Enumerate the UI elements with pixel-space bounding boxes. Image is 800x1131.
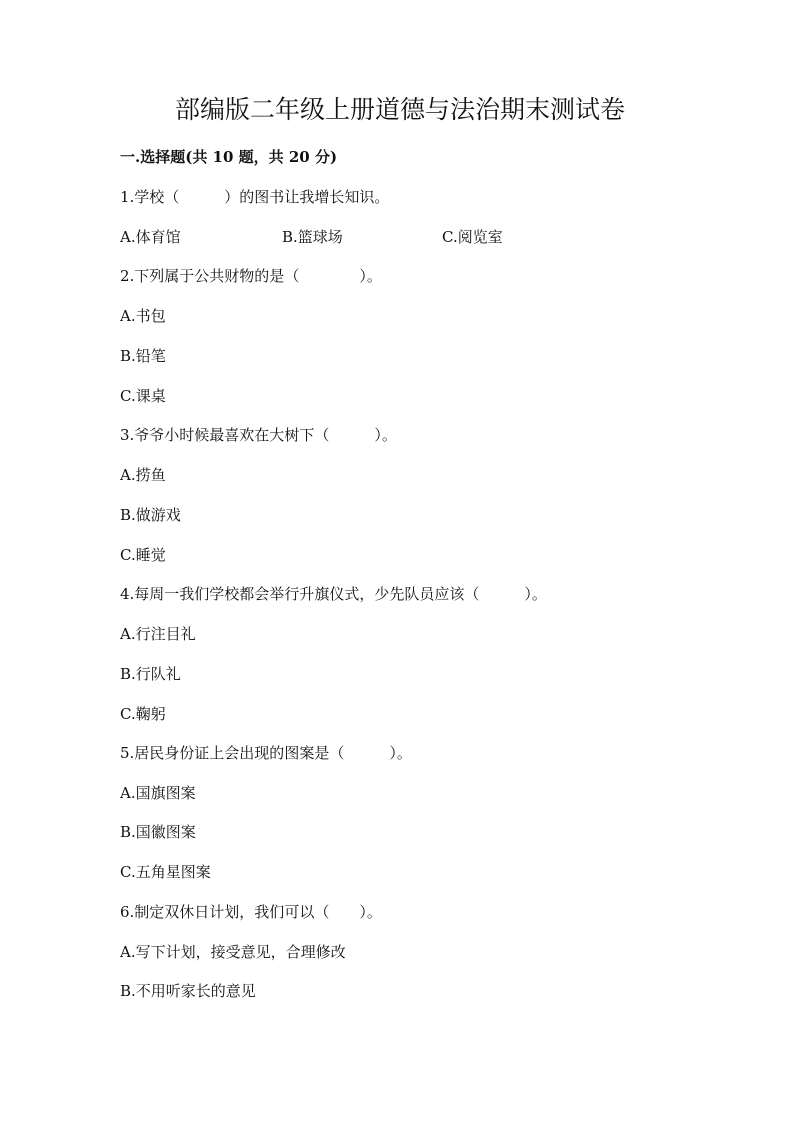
- question-4-option-a: A.行注目礼: [120, 625, 196, 643]
- question-3-option-b: B.做游戏: [120, 506, 181, 524]
- question-6-option-a: A.写下计划，接受意见，合理修改: [120, 943, 346, 961]
- question-3-option-a: A.捞鱼: [120, 466, 166, 484]
- question-4-option-b: B.行队礼: [120, 665, 181, 683]
- question-2-option-b: B.铅笔: [120, 347, 166, 365]
- question-1-option-c: C.阅览室: [442, 228, 503, 246]
- question-2-option-c: C.课桌: [120, 387, 166, 405]
- page-title: 部编版二年级上册道德与法治期末测试卷: [174, 95, 625, 124]
- question-5-stem: 5.居民身份证上会出现的图案是（ ）。: [120, 744, 412, 762]
- question-5-option-a: A.国旗图案: [120, 784, 196, 802]
- question-5-option-c: C.五角星图案: [120, 863, 211, 881]
- question-4-option-c: C.鞠躬: [120, 705, 166, 723]
- question-3-option-c: C.睡觉: [120, 546, 166, 564]
- question-1-option-a: A.体育馆: [120, 228, 181, 246]
- question-4-stem: 4.每周一我们学校都会举行升旗仪式，少先队员应该（ ）。: [120, 585, 547, 603]
- question-3-stem: 3.爷爷小时候最喜欢在大树下（ ）。: [120, 426, 397, 444]
- question-1-stem: 1.学校（ ）的图书让我增长知识。: [120, 188, 390, 206]
- question-2-stem: 2.下列属于公共财物的是（ ）。: [120, 267, 382, 285]
- question-5-option-b: B.国徽图案: [120, 823, 196, 841]
- section-header: 一.选择题(共 10 题，共 20 分): [120, 148, 338, 166]
- question-6-stem: 6.制定双休日计划，我们可以（ ）。: [120, 903, 382, 921]
- question-2-option-a: A.书包: [120, 307, 166, 325]
- question-1-option-b: B.篮球场: [282, 228, 343, 246]
- question-6-option-b: B.不用听家长的意见: [120, 982, 256, 1000]
